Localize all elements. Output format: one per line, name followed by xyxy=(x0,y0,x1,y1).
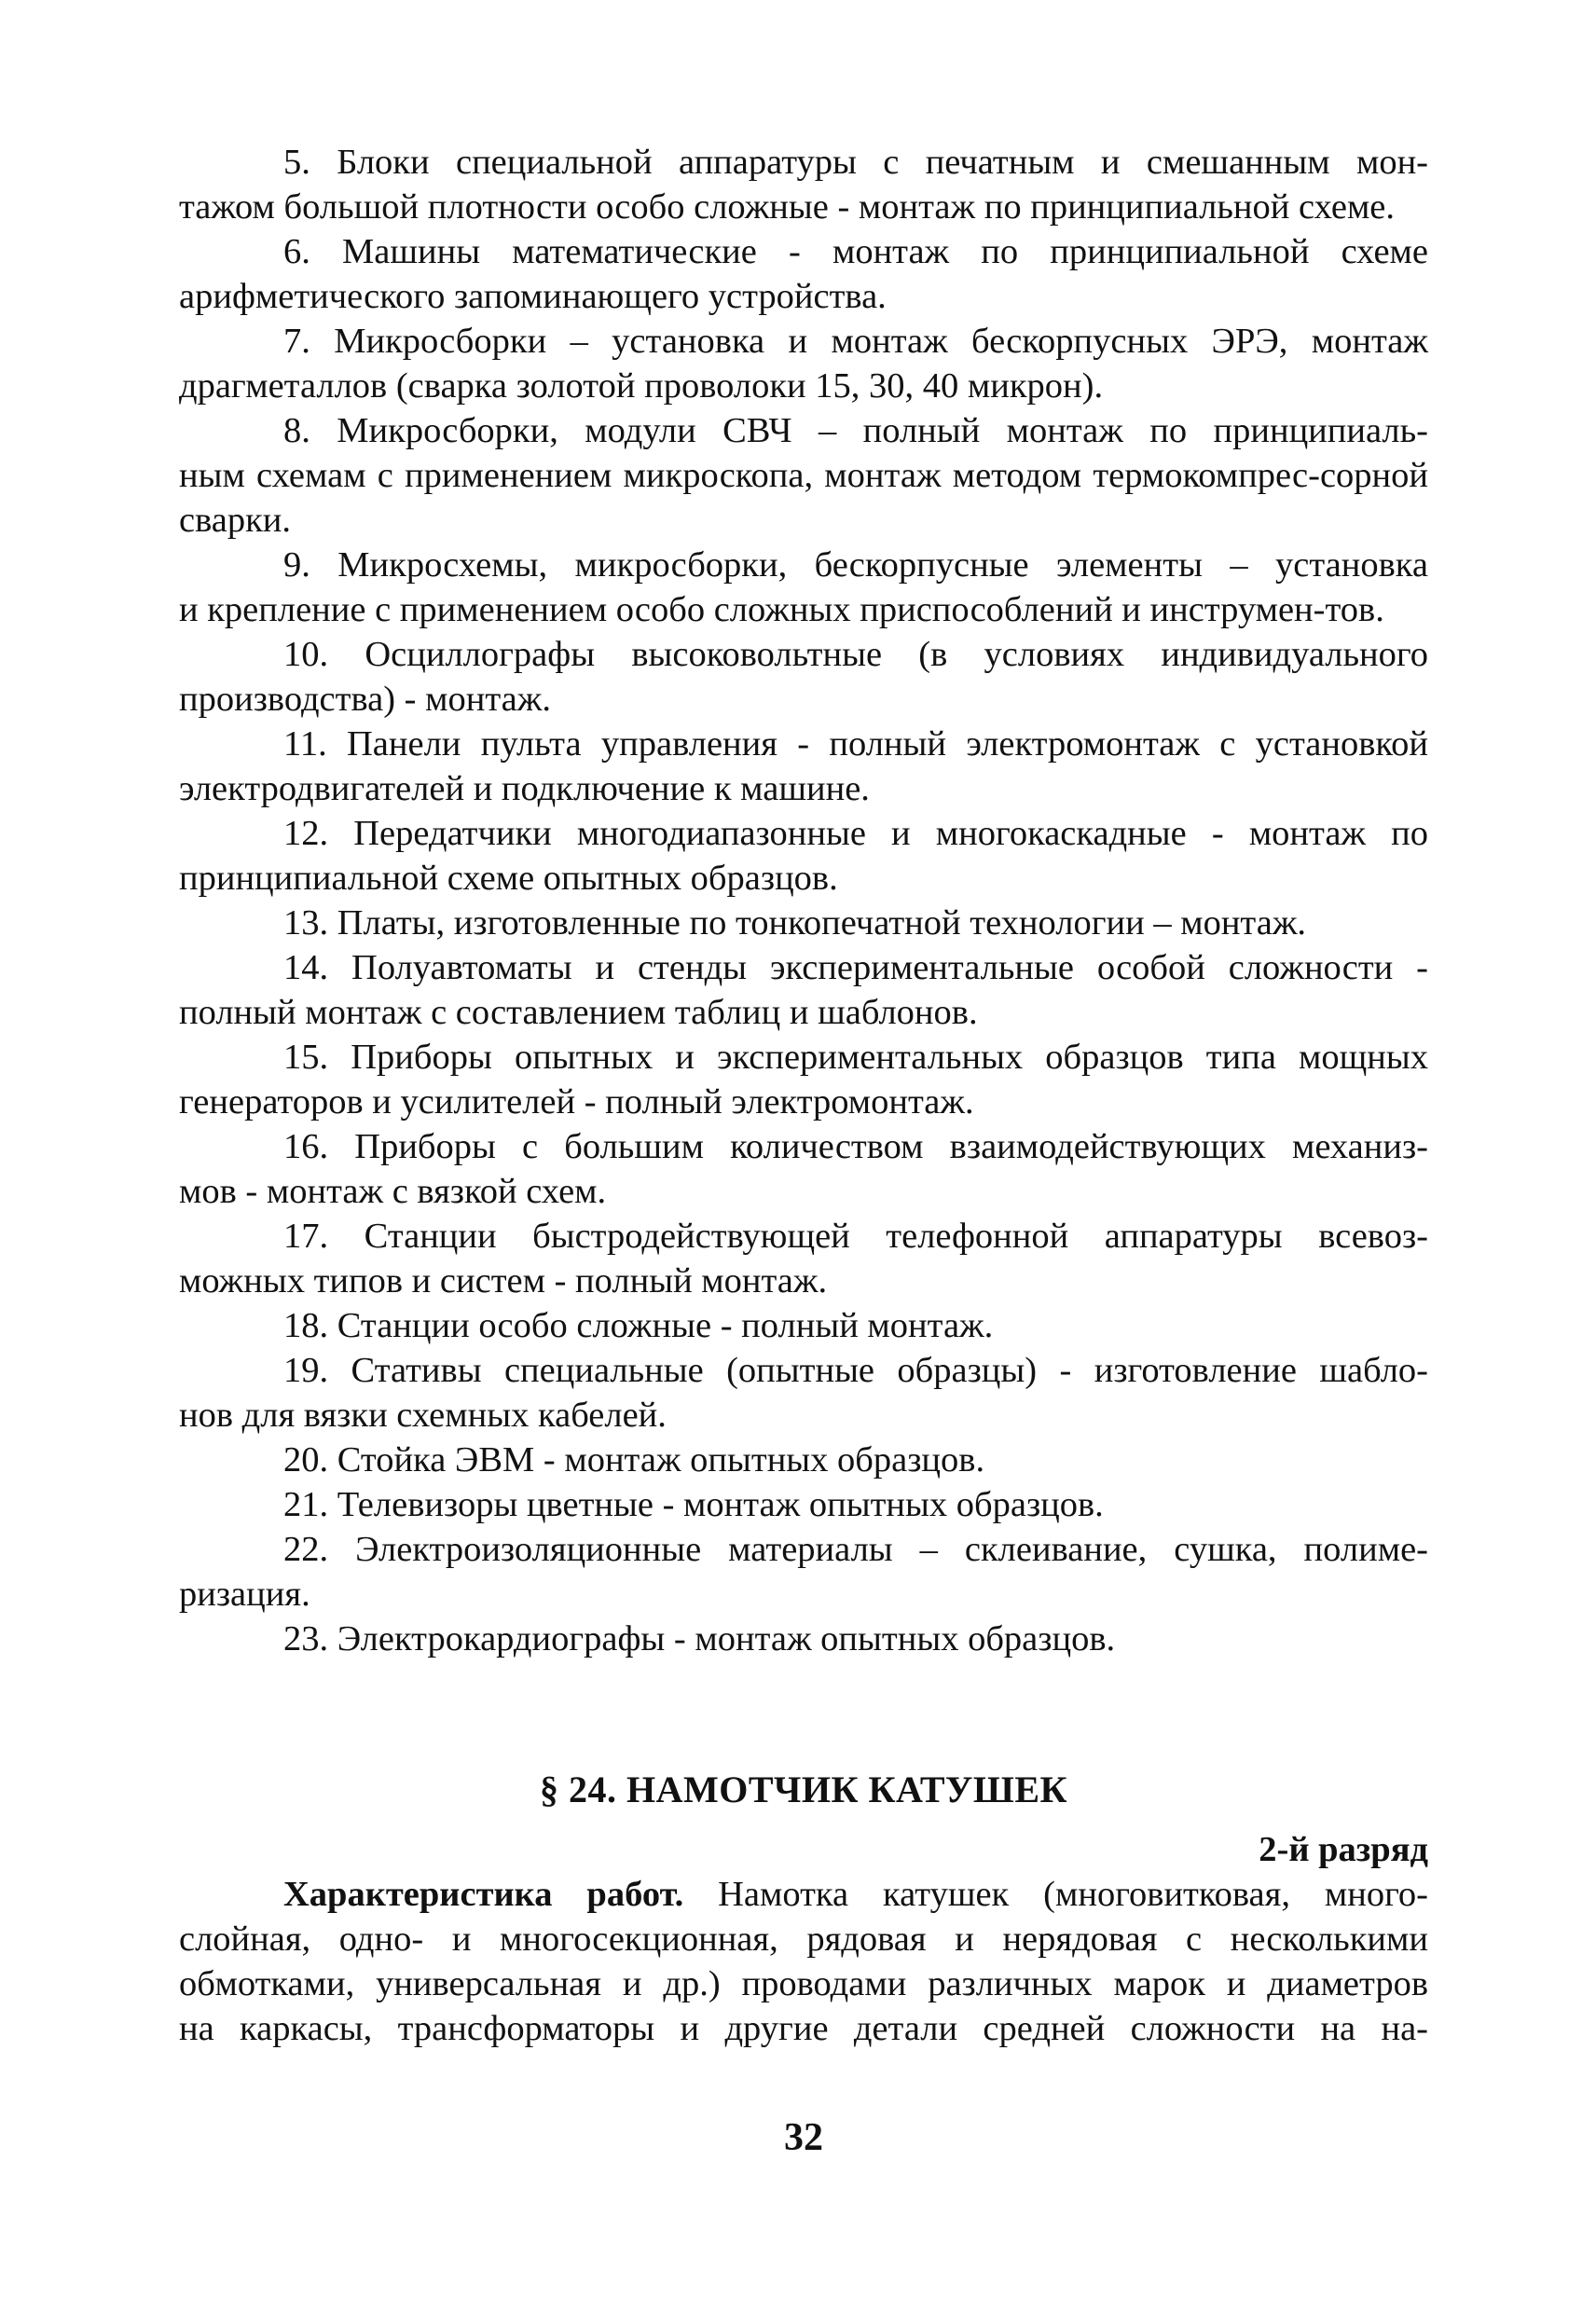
list-item-first-line: 18. Станции особо сложные - полный монтаж. xyxy=(283,1306,994,1345)
list-item xyxy=(179,632,1428,722)
list-item-first-line: 14. Полуавтоматы и стенды экспериментальные особой сложности - xyxy=(283,948,1428,987)
list-item xyxy=(179,229,1428,319)
list-item-continuation: драгметаллов (сварка золотой проволоки 15, 30, 40 микрон). xyxy=(179,366,1104,406)
list-item-first-line: 5. Блоки специальной аппаратуры с печатным и смешанным мон- xyxy=(283,143,1428,182)
list-item xyxy=(179,901,1428,945)
list-item xyxy=(179,408,1428,543)
list-item-continuation: ризация. xyxy=(179,1575,310,1614)
list-item xyxy=(179,1617,1428,1661)
list-item xyxy=(179,1438,1428,1482)
list-item xyxy=(179,1035,1428,1124)
list-item-continuation: генераторов и усилителей - полный электромонтаж. xyxy=(179,1082,974,1122)
list-item-first-line: 11. Панели пульта управления - полный электромонтаж с установкой xyxy=(283,724,1428,764)
list-item xyxy=(179,1482,1428,1527)
list-item-first-line: 22. Электроизоляционные материалы – склеивание, сушка, полиме- xyxy=(283,1530,1428,1569)
list-item-first-line: 20. Стойка ЭВМ - монтаж опытных образцов. xyxy=(283,1440,985,1479)
list-item xyxy=(179,811,1428,901)
list-item-first-line: 15. Приборы опытных и экспериментальных образцов типа мощных xyxy=(283,1038,1428,1077)
characteristics-label: Характеристика работ. xyxy=(283,1875,684,1914)
list-item xyxy=(179,1124,1428,1214)
list-item-first-line: 19. Стативы специальные (опытные образцы) - изготовление шабло- xyxy=(283,1351,1428,1390)
characteristics-line: обмотками, универсальная и др.) проводами различных марок и диаметров xyxy=(179,1964,1428,2003)
list-item-continuation: электродвигателей и подключение к машине. xyxy=(179,769,870,808)
list-item xyxy=(179,543,1428,632)
list-item-continuation: полный монтаж с составлением таблиц и шаблонов. xyxy=(179,993,978,1032)
list-item-continuation: принципиальной схеме опытных образцов. xyxy=(179,859,838,898)
list-item xyxy=(179,1348,1428,1438)
list-item-continuation: производства) - монтаж. xyxy=(179,680,551,719)
list-item-first-line: 13. Платы, изготовленные по тонкопечатной технологии – монтаж. xyxy=(283,903,1307,943)
list-item-first-line: 9. Микросхемы, микросборки, бескорпусные элементы – установка xyxy=(283,545,1428,585)
list-item-first-line: 8. Микросборки, модули СВЧ – полный монтаж по принципиаль- xyxy=(283,411,1428,450)
list-item-continuation: арифметического запоминающего устройства. xyxy=(179,277,887,316)
list-item-first-line: 10. Осциллографы высоковольтные (в условиях индивидуального xyxy=(283,635,1428,674)
section-heading: § 24. НАМОТЧИК КАТУШЕК xyxy=(539,1768,1068,1810)
list-item-first-line: 16. Приборы с большим количеством взаимодействующих механиз- xyxy=(283,1127,1428,1166)
list-item xyxy=(179,1527,1428,1617)
list-item-continuation: мов - монтаж с вязкой схем. xyxy=(179,1172,607,1211)
list-item-first-line: 21. Телевизоры цветные - монтаж опытных образцов. xyxy=(283,1485,1104,1524)
characteristics-text: Намотка катушек (многовитковая, много- xyxy=(683,1875,1428,1914)
list-item-first-line: 12. Передатчики многодиапазонные и многокаскадные - монтаж по xyxy=(283,814,1428,853)
list-item xyxy=(179,319,1428,408)
characteristics-line: слойная, одно- и многосекционная, рядовая и нерядовая с несколькими xyxy=(179,1920,1428,1959)
list-item-first-line: 17. Станции быстродействующей телефонной аппаратуры всевоз- xyxy=(283,1217,1428,1256)
list-item-continuation: нов для вязки схемных кабелей. xyxy=(179,1396,667,1435)
characteristics-line: на каркасы, трансформаторы и другие детали средней сложности на на- xyxy=(179,2009,1428,2048)
list-item xyxy=(179,1303,1428,1348)
list-item xyxy=(179,722,1428,811)
work-examples-list xyxy=(179,140,1428,1661)
list-item-continuation: можных типов и систем - полный монтаж. xyxy=(179,1261,828,1300)
list-item xyxy=(179,945,1428,1035)
page-number: 32 xyxy=(784,2116,823,2159)
grade-label: 2-й разряд xyxy=(1259,1830,1428,1869)
list-item xyxy=(179,1214,1428,1303)
list-item-continuation: ным схемам с применением микроскопа, монтаж методом термокомпрес-сорной сварки. xyxy=(179,456,1428,540)
list-item xyxy=(179,140,1428,229)
work-characteristics xyxy=(179,1872,1428,2051)
list-item-first-line: 23. Электрокардиографы - монтаж опытных образцов. xyxy=(283,1619,1116,1658)
list-item-first-line: 7. Микросборки – установка и монтаж бескорпусных ЭРЭ, монтаж xyxy=(283,322,1428,361)
list-item-continuation: и крепление с применением особо сложных приспособлений и инструмен-тов. xyxy=(179,590,1384,629)
characteristics-first-line xyxy=(179,1872,1428,1917)
list-item-continuation: тажом большой плотности особо сложные - монтаж по принципиальной схеме. xyxy=(179,187,1396,227)
list-item-first-line: 6. Машины математические - монтаж по принципиальной схеме xyxy=(283,232,1428,271)
